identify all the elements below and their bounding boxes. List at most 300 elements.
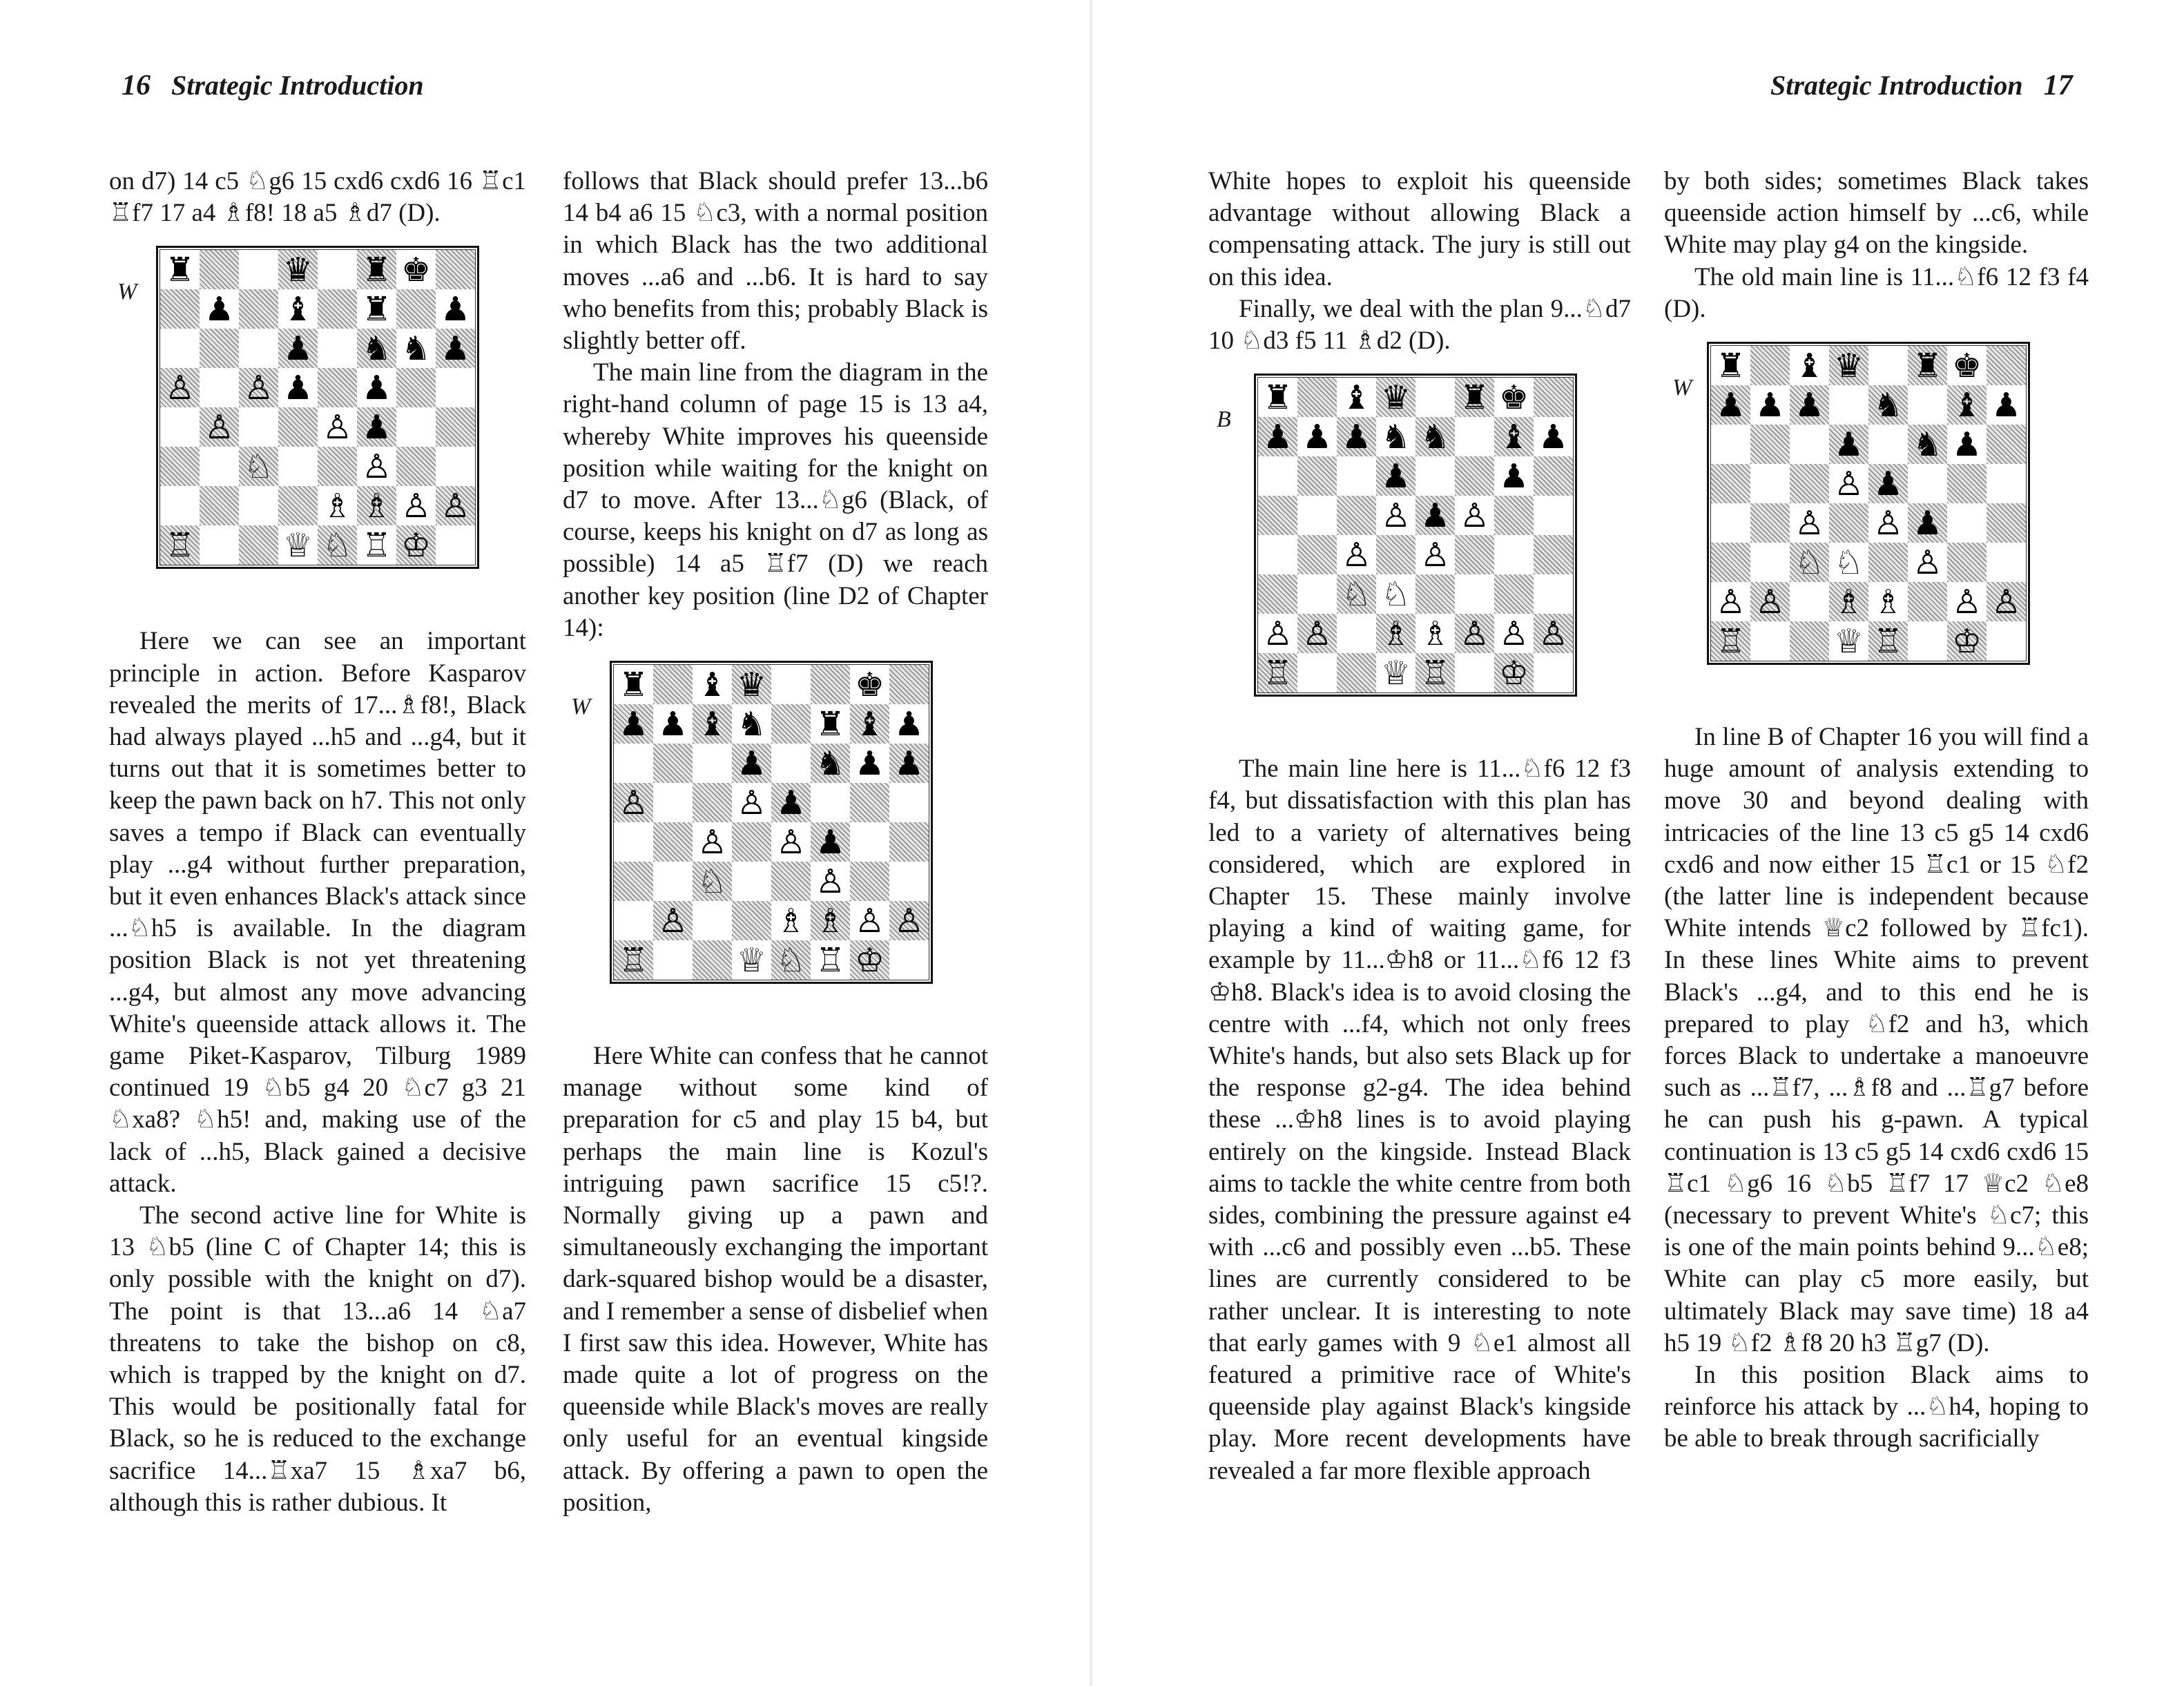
- board-square: [1534, 614, 1573, 653]
- white-queen-icon: ♕: [1833, 621, 1864, 661]
- white-bishop-icon: ♗: [322, 486, 353, 525]
- board-square: [889, 940, 929, 980]
- black-pawn-icon: ♟: [361, 407, 392, 447]
- board-square: [889, 901, 929, 940]
- board-square: [1908, 425, 1947, 464]
- board-square: [1415, 614, 1455, 653]
- white-bishop-icon: ♗: [1873, 582, 1904, 621]
- board-square: [1455, 417, 1494, 456]
- right-column-2: [1664, 166, 2089, 1455]
- board-square: [1750, 621, 1790, 661]
- board-square: [653, 744, 693, 783]
- white-pawn-icon: ♙: [1794, 503, 1825, 543]
- board-square: [239, 407, 278, 447]
- chess-diagram: [1664, 342, 2089, 673]
- board-square: [1297, 496, 1337, 535]
- board-square: [396, 329, 436, 368]
- board-square: [278, 486, 318, 525]
- board-square: [318, 407, 357, 447]
- board-square: [200, 447, 239, 486]
- paragraph: Here White can confess that he cannot manage without some kind of preparation for c5 and play 15 b4, but perhaps the main line is Kozul's intriguing pawn sacrifice 15 c5!?. Normally giving up a pawn and simultaneously exchanging the important dark-squared bishop would be a disaster, and I remember a sense of disbelief when I first saw this idea. However, White has made quite a lot of progress on the queenside while Black's moves are really only useful for an eventual kingside attack. By offering a pawn to open the position,: [563, 1042, 988, 1517]
- board-square: [436, 289, 475, 329]
- board-square: [1494, 496, 1534, 535]
- board-square: [1750, 464, 1790, 503]
- board-square: [1297, 574, 1337, 614]
- board-square: [1494, 456, 1534, 496]
- white-bishop-icon: ♗: [1380, 614, 1411, 653]
- paragraph: In this position Black aims to reinforce his attack by ...♘h4, hoping to be able to break through sacrificially: [1664, 1361, 2089, 1453]
- board-square: [1297, 378, 1337, 417]
- board-square: [1337, 653, 1376, 692]
- board-square: [1337, 456, 1376, 496]
- board-square: [850, 783, 889, 822]
- board-square: [1258, 417, 1297, 456]
- black-pawn-icon: ♟: [618, 704, 649, 744]
- white-pawn-icon: ♙: [893, 901, 925, 940]
- white-pawn-icon: ♙: [400, 486, 432, 525]
- black-knight-icon: ♞: [736, 704, 767, 744]
- white-pawn-icon: ♙: [164, 368, 195, 407]
- chess-diagram: [109, 246, 526, 577]
- black-king-icon: ♚: [400, 250, 432, 289]
- board-square: [200, 486, 239, 525]
- board-square: [396, 250, 436, 289]
- board-square: [239, 525, 278, 565]
- board-square: [1534, 417, 1573, 456]
- white-pawn-icon: ♙: [1262, 614, 1293, 653]
- black-pawn-icon: ♟: [282, 329, 313, 368]
- right-page: [1091, 0, 2184, 1686]
- black-queen-icon: ♛: [1833, 346, 1864, 385]
- board-square: [1337, 378, 1376, 417]
- board-square: [1494, 417, 1534, 456]
- black-bishop-icon: ♝: [1951, 385, 1982, 425]
- board-square: [1829, 464, 1868, 503]
- black-knight-icon: ♞: [1380, 417, 1411, 456]
- black-bishop-icon: ♝: [1794, 346, 1825, 385]
- board-square: [732, 901, 771, 940]
- white-king-icon: ♔: [400, 525, 432, 565]
- board-square: [1376, 574, 1415, 614]
- board-square: [1376, 535, 1415, 574]
- board-square: [357, 250, 396, 289]
- board-square: [1790, 503, 1829, 543]
- black-king-icon: ♚: [1498, 378, 1529, 417]
- board-square: [1376, 614, 1415, 653]
- black-rook-icon: ♜: [618, 665, 649, 704]
- board-square: [1868, 346, 1908, 385]
- board-square: [771, 783, 811, 822]
- white-knight-icon: ♘: [1380, 574, 1411, 614]
- board-square: [200, 289, 239, 329]
- board-square: [811, 822, 850, 862]
- board-square: [318, 329, 357, 368]
- black-bishop-icon: ♝: [282, 289, 313, 329]
- board-square: [1415, 378, 1455, 417]
- board-square: [732, 862, 771, 901]
- white-pawn-icon: ♙: [243, 368, 274, 407]
- board-square: [1987, 346, 2026, 385]
- board-square: [160, 486, 200, 525]
- board-square: [278, 525, 318, 565]
- white-queen-icon: ♕: [736, 940, 767, 980]
- board-square: [1415, 574, 1455, 614]
- board-square: [1534, 496, 1573, 535]
- board-square: [1829, 385, 1868, 425]
- black-king-icon: ♚: [1951, 346, 1982, 385]
- board-square: [1908, 621, 1947, 661]
- board-square: [693, 822, 732, 862]
- black-pawn-icon: ♟: [1380, 456, 1411, 496]
- board-square: [732, 783, 771, 822]
- board-square: [1711, 543, 1750, 582]
- board-square: [318, 368, 357, 407]
- board-square: [1947, 425, 1987, 464]
- white-pawn-icon: ♙: [1951, 582, 1982, 621]
- board-square: [1750, 385, 1790, 425]
- chess-board: [613, 664, 929, 980]
- board-square: [278, 250, 318, 289]
- board-square: [357, 525, 396, 565]
- board-square: [1415, 456, 1455, 496]
- chess-diagram: [1208, 374, 1631, 705]
- right-header-title: Strategic Introduction: [1770, 70, 2023, 101]
- black-rook-icon: ♜: [361, 289, 392, 329]
- black-rook-icon: ♜: [164, 250, 195, 289]
- board-square: [239, 329, 278, 368]
- white-pawn-icon: ♙: [697, 822, 728, 862]
- board-square: [239, 368, 278, 407]
- board-square: [1790, 582, 1829, 621]
- board-square: [357, 368, 396, 407]
- white-pawn-icon: ♙: [1420, 535, 1451, 574]
- board-square: [160, 447, 200, 486]
- white-knight-icon: ♘: [697, 862, 728, 901]
- board-square: [1987, 582, 2026, 621]
- board-square: [1947, 503, 1987, 543]
- board-square: [1947, 582, 1987, 621]
- board-square: [160, 407, 200, 447]
- paragraph: follows that Black should prefer 13...b6 14 b4 a6 15 ♘c3, with a normal position in which Black has the two additional moves ...a6 and ...b6. It is hard to say who benefits from this; probably Black is slightly better off.: [563, 167, 988, 356]
- black-pawn-icon: ♟: [1912, 503, 1943, 543]
- board-square: [653, 901, 693, 940]
- board-square: [653, 783, 693, 822]
- black-bishop-icon: ♝: [1498, 417, 1529, 456]
- board-square: [239, 486, 278, 525]
- black-rook-icon: ♜: [1459, 378, 1490, 417]
- board-square: [239, 447, 278, 486]
- board-square: [396, 525, 436, 565]
- board-square: [1829, 346, 1868, 385]
- black-pawn-icon: ♟: [1262, 417, 1293, 456]
- board-square: [614, 822, 653, 862]
- board-square: [160, 250, 200, 289]
- board-square: [1297, 614, 1337, 653]
- left-column-1: [109, 166, 526, 1519]
- right-column-1: [1208, 166, 1631, 1487]
- paragraph: on d7) 14 c5 ♘g6 15 cxd6 cxd6 16 ♖c1 ♖f7 17 a4 ♗f8! 18 a5 ♗d7 (D).: [109, 167, 526, 228]
- board-square: [1415, 653, 1455, 692]
- board-square: [1711, 464, 1750, 503]
- board-square: [1494, 614, 1534, 653]
- board-square: [889, 862, 929, 901]
- board-square: [200, 368, 239, 407]
- board-square: [614, 862, 653, 901]
- board-square: [1750, 582, 1790, 621]
- board-square: [1908, 464, 1947, 503]
- paragraph: The main line from the diagram in the right-hand column of page 15 is 13 a4, whereby White improves his queenside position while waiting for the knight on d7 to move. After 13...♘g6 (Black, of course, keeps his knight on d7 as long as possible) 14 a5 ♖f7 (D) we reach another key position (line D2 of Chapter 14):: [563, 358, 988, 642]
- board-square: [732, 940, 771, 980]
- board-square: [396, 486, 436, 525]
- black-pawn-icon: ♟: [1755, 385, 1786, 425]
- board-square: [1534, 653, 1573, 692]
- black-pawn-icon: ♟: [440, 289, 471, 329]
- board-square: [1258, 653, 1297, 692]
- board-square: [436, 486, 475, 525]
- board-square: [811, 665, 850, 704]
- board-square: [278, 329, 318, 368]
- board-square: [357, 407, 396, 447]
- black-pawn-icon: ♟: [775, 783, 806, 822]
- board-square: [889, 704, 929, 744]
- white-rook-icon: ♖: [1420, 653, 1451, 692]
- board-square: [1534, 574, 1573, 614]
- white-pawn-icon: ♙: [775, 822, 806, 862]
- black-pawn-icon: ♟: [1302, 417, 1333, 456]
- board-square: [1947, 543, 1987, 582]
- black-rook-icon: ♜: [1912, 346, 1943, 385]
- board-square: [396, 407, 436, 447]
- paragraph: The second active line for White is 13 ♘b5 (line C of Chapter 14; this is only possible with the knight on d7). The point is that 13...a6 14 ♘a7 threatens to take the bishop on c8, which is trapped by the knight on d7. This would be positionally fatal for Black, so he is reduced to the exchange sacrifice 14...♖xa7 15 ♗xa7 b6, although this is rather dubious. It: [109, 1201, 526, 1517]
- white-queen-icon: ♕: [282, 525, 313, 565]
- board-square: [396, 289, 436, 329]
- board-square: [1790, 543, 1829, 582]
- board-square: [318, 525, 357, 565]
- white-pawn-icon: ♙: [1459, 496, 1490, 535]
- board-square: [1829, 582, 1868, 621]
- board-square: [396, 447, 436, 486]
- board-square: [239, 250, 278, 289]
- board-square: [1297, 653, 1337, 692]
- white-knight-icon: ♘: [1833, 543, 1864, 582]
- black-queen-icon: ♛: [1380, 378, 1411, 417]
- board-square: [357, 486, 396, 525]
- board-square: [693, 783, 732, 822]
- white-king-icon: ♔: [1951, 621, 1982, 661]
- board-square: [811, 901, 850, 940]
- black-knight-icon: ♞: [400, 329, 432, 368]
- board-square: [1494, 574, 1534, 614]
- board-square: [1987, 385, 2026, 425]
- board-square: [1829, 425, 1868, 464]
- white-pawn-icon: ♙: [1459, 614, 1490, 653]
- board-square: [1829, 543, 1868, 582]
- board-square: [850, 665, 889, 704]
- board-square: [771, 704, 811, 744]
- paragraph: The old main line is 11...♘f6 12 f3 f4 (D).: [1664, 262, 2089, 323]
- board-square: [436, 250, 475, 289]
- board-square: [278, 407, 318, 447]
- chess-diagram: [563, 661, 988, 992]
- board-square: [1987, 621, 2026, 661]
- white-pawn-icon: ♙: [736, 783, 767, 822]
- white-rook-icon: ♖: [1873, 621, 1904, 661]
- white-rook-icon: ♖: [164, 525, 195, 565]
- board-square: [1455, 614, 1494, 653]
- board-square: [1455, 496, 1494, 535]
- board-square: [318, 486, 357, 525]
- board-square: [811, 704, 850, 744]
- board-square: [1908, 582, 1947, 621]
- white-pawn-icon: ♙: [1755, 582, 1786, 621]
- white-bishop-icon: ♗: [775, 901, 806, 940]
- board-square: [357, 289, 396, 329]
- board-square: [614, 744, 653, 783]
- board-square: [889, 822, 929, 862]
- board-square: [653, 822, 693, 862]
- board-square: [1494, 535, 1534, 574]
- board-square: [732, 822, 771, 862]
- board-square: [1258, 614, 1297, 653]
- board-square: [396, 368, 436, 407]
- board-square: [1868, 582, 1908, 621]
- black-bishop-icon: ♝: [697, 704, 728, 744]
- black-pawn-icon: ♟: [1420, 496, 1451, 535]
- side-to-move-label: W: [117, 279, 137, 305]
- black-bishop-icon: ♝: [854, 704, 885, 744]
- board-square: [1868, 385, 1908, 425]
- white-bishop-icon: ♗: [1833, 582, 1864, 621]
- board-square: [436, 407, 475, 447]
- board-square: [1258, 378, 1297, 417]
- board-square: [1455, 574, 1494, 614]
- board-square: [200, 407, 239, 447]
- board-square: [1750, 346, 1790, 385]
- board-square: [1337, 614, 1376, 653]
- board-square: [1455, 535, 1494, 574]
- board-square: [1337, 496, 1376, 535]
- white-pawn-icon: ♙: [1991, 582, 2022, 621]
- white-knight-icon: ♘: [1341, 574, 1372, 614]
- black-rook-icon: ♜: [361, 250, 392, 289]
- black-pawn-icon: ♟: [736, 744, 767, 783]
- black-king-icon: ♚: [854, 665, 885, 704]
- board-square: [1455, 653, 1494, 692]
- board-square: [436, 525, 475, 565]
- board-square: [1534, 535, 1573, 574]
- board-square: [1376, 653, 1415, 692]
- white-rook-icon: ♖: [361, 525, 392, 565]
- board-square: [771, 940, 811, 980]
- black-pawn-icon: ♟: [440, 329, 471, 368]
- board-square: [1987, 503, 2026, 543]
- board-square: [850, 744, 889, 783]
- black-pawn-icon: ♟: [1833, 425, 1864, 464]
- black-pawn-icon: ♟: [1498, 456, 1529, 496]
- board-square: [850, 822, 889, 862]
- black-pawn-icon: ♟: [1538, 417, 1569, 456]
- board-square: [1415, 535, 1455, 574]
- white-rook-icon: ♖: [618, 940, 649, 980]
- board-square: [1415, 496, 1455, 535]
- white-queen-icon: ♕: [1380, 653, 1411, 692]
- left-header-title: Strategic Introduction: [171, 70, 424, 101]
- white-pawn-icon: ♙: [1912, 543, 1943, 582]
- white-pawn-icon: ♙: [657, 901, 688, 940]
- black-bishop-icon: ♝: [1341, 378, 1372, 417]
- board-square: [771, 862, 811, 901]
- board-square: [1987, 425, 2026, 464]
- left-page: [0, 0, 1091, 1686]
- white-knight-icon: ♘: [322, 525, 353, 565]
- board-square: [614, 901, 653, 940]
- board-square: [614, 704, 653, 744]
- black-pawn-icon: ♟: [893, 704, 925, 744]
- black-pawn-icon: ♟: [1991, 385, 2022, 425]
- white-pawn-icon: ♙: [1302, 614, 1333, 653]
- board-square: [160, 525, 200, 565]
- board-square: [771, 822, 811, 862]
- board-square: [1947, 464, 1987, 503]
- side-to-move-label: W: [571, 694, 591, 720]
- board-square: [200, 250, 239, 289]
- board-square: [239, 289, 278, 329]
- board-square: [1790, 621, 1829, 661]
- white-king-icon: ♔: [854, 940, 885, 980]
- board-square: [1337, 417, 1376, 456]
- board-square: [1297, 535, 1337, 574]
- black-pawn-icon: ♟: [893, 744, 925, 783]
- board-square: [1868, 425, 1908, 464]
- board-square: [436, 368, 475, 407]
- board-square: [1297, 417, 1337, 456]
- board-square: [811, 862, 850, 901]
- white-pawn-icon: ♙: [1498, 614, 1529, 653]
- board-square: [1908, 346, 1947, 385]
- white-pawn-icon: ♙: [1538, 614, 1569, 653]
- board-square: [1711, 425, 1750, 464]
- board-square: [653, 665, 693, 704]
- white-pawn-icon: ♙: [815, 862, 846, 901]
- board-square: [653, 704, 693, 744]
- black-knight-icon: ♞: [1912, 425, 1943, 464]
- paragraph: In line B of Chapter 16 you will find a huge amount of analysis extending to move 30 and beyond dealing with intricacies of the line 13 c5 g5 14 cxd6 cxd6 and now either 15 ♖c1 or 15 ♘f2 (the latter line is independent because White intends ♕c2 followed by ♖fc1). In these lines White aims to prevent Black's ...g4, and to this end he is prepared to play ♘f2 and h3, which forces Black to undertake a manoeuvre such as ...♖f7, ...♗f8 and ...♖g7 before he can push his g-pawn. A typical continuation is 13 c5 g5 14 cxd6 cxd6 15 ♖c1 ♘g6 16 ♘b5 ♖f7 17 ♕c2 ♘e8 (necessary to prevent White's ♘c7; this is one of the main points behind 9...♘e8; White can play c5 more easily, but ultimately Black may save time) 18 a4 h5 19 ♘f2 ♗f8 20 h3 ♖g7 (D).: [1664, 723, 2089, 1357]
- board-square: [200, 329, 239, 368]
- black-pawn-icon: ♟: [1341, 417, 1372, 456]
- left-page-number: 16: [122, 70, 151, 101]
- chess-board: [160, 249, 476, 565]
- white-pawn-icon: ♙: [204, 407, 235, 447]
- board-square: [1868, 621, 1908, 661]
- board-square: [1534, 456, 1573, 496]
- board-square: [1297, 456, 1337, 496]
- black-pawn-icon: ♟: [1715, 385, 1746, 425]
- board-square: [693, 665, 732, 704]
- left-running-head: [122, 69, 424, 102]
- right-page-number: 17: [2043, 70, 2073, 101]
- board-square: [1258, 496, 1297, 535]
- board-square: [1258, 456, 1297, 496]
- white-pawn-icon: ♙: [1873, 503, 1904, 543]
- black-pawn-icon: ♟: [1951, 425, 1982, 464]
- side-to-move-label: B: [1217, 407, 1231, 433]
- board-square: [160, 329, 200, 368]
- board-square: [318, 447, 357, 486]
- board-square: [278, 289, 318, 329]
- white-pawn-icon: ♙: [1341, 535, 1372, 574]
- board-square: [1534, 378, 1573, 417]
- board-square: [1711, 582, 1750, 621]
